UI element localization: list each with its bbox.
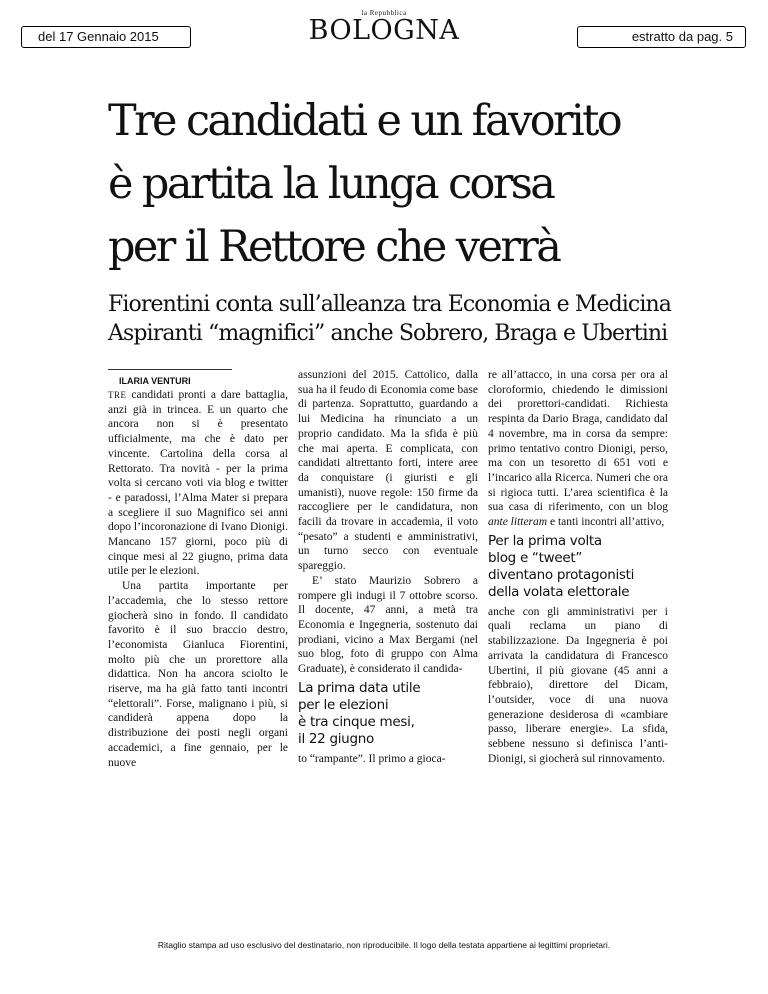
pull-quote-line: il 22 giugno — [298, 730, 374, 747]
page-reference: estratto da pag. 5 — [631, 29, 733, 44]
date-box — [21, 26, 191, 48]
publication-date: del 17 Gennaio 2015 — [38, 29, 159, 44]
pull-quote-line: Per la prima volta — [488, 532, 602, 549]
headline-line: Tre candidati e un favorito — [108, 96, 621, 146]
footer-disclaimer: Ritaglio stampa ad uso esclusivo del destinatario, non riproducibile. Il logo della testata appartiene ai legittimi proprietari. — [157, 940, 611, 950]
pull-quote-line: blog e “tweet” — [488, 549, 583, 566]
newspaper-logo — [300, 10, 468, 45]
pull-quote-line: La prima data utile — [298, 679, 421, 696]
page-reference-box — [577, 26, 746, 48]
paragraph: E’ stato Maurizio Sobrero a rompere gli indugi il 7 ottobre scorso. Il docente, 47 anni, a metà tra Economia e Ingegneria, sostenuto dai prodiani, vicino a Max Bergami (nel suo blog, foto di gruppo con Alma Graduate), è considerato il candida- — [298, 574, 478, 676]
paragraph — [488, 368, 668, 530]
paragraph-text: e tanti incontri all’attivo, — [547, 516, 665, 529]
author-byline: ILARIA VENTURI — [119, 376, 191, 386]
pull-quote-line: della volata elettorale — [488, 583, 630, 600]
pull-quote-line: diventano protagonisti — [488, 566, 635, 583]
logo-name: BOLOGNA — [308, 15, 460, 46]
paragraph: to “rampante”. Il primo a gioca- — [298, 752, 446, 765]
paragraph: Una partita importante per l’accademia, che lo stesso rettore giocherà sino in fondo. Il candidato favorito è il suo braccio destro, l’economista Gianluca Fiorentini, molto più che un prorettore alla didattica. Non ha ancora sciolto le riserve, ma ha già fatto tanti incontri “elettorali”. Forse, malignano i più, si candiderà appena dopo la distribuzione dei posti negli organi accademici, a fine gennaio, per le nuove — [108, 580, 288, 769]
logo-prefix: la Repubblica — [361, 9, 407, 17]
paragraph: anche con gli amministrativi per i quali reclama un piano di stabilizzazione. Da Ingegneria è poi arrivata la candidatura di Francesco Ubertini, il più giovane (45 anni a febbraio), direttore del Dicam, l’outsider, voce di una nuova generazione desiderosa di «cambiare passo, liberare energie». La sfida, sebbene nessuno si definisca l’anti-Dionigi, si giocherà sul rinnovamento. — [488, 605, 668, 765]
paragraph: assunzioni del 2015. Cattolico, dalla sua ha il feudo di Economia come base di partenza. Soprattutto, guardando a lui Medicina ha rinunciato a un proprio candidato. Ma la sfida è più che mai aperta. E complicata, con candidati altrettanto forti, intere aree da conquistare (i giuristi e gli umanisti), nuove regole: 150 firme da raccogliere per le candidatura, non facili da trovare in accademia, il voto “pesato” a studenti e amministrativi, un turno secco con eventuale spareggio. — [298, 369, 478, 573]
paragraph-text: re all’attacco, in una corsa per ora al cloroformio, chiedendo le dimissioni dei prorettori-candidati. Richiesta respinta da Dario Braga, candidato dal 4 novembre, ma in corsa da sempre: primo tentativo contro Dionigi, perso, ma con un tesoretto di 651 voti e l’incarico alla Ricerca. Numeri che ora si rigioca tutti. L’area scientifica è la sua casa di riferimento, con un blog — [488, 369, 668, 514]
subtitle-line: Aspiranti “magnifici” anche Sobrero, Braga e Ubertini — [108, 321, 668, 346]
lead-word: TRE — [108, 390, 127, 400]
pull-quote — [298, 680, 478, 748]
headline-line: è partita la lunga corsa — [108, 159, 554, 209]
headline-line: per il Rettore che verrà — [108, 222, 560, 272]
article-column-2 — [298, 368, 478, 766]
headline — [108, 90, 748, 279]
pull-quote-line: per le elezioni — [298, 696, 389, 713]
article-column-1 — [108, 388, 288, 770]
italic-phrase: ante litteram — [488, 516, 548, 529]
article-column-3 — [488, 368, 668, 766]
paragraph-text: candidati pronti a dare battaglia, anzi già in trincea. E un quarto che ancora non si è presentato ufficialmente, ma che è dato per vincente. Cartolina della corsa al Rettorato. Tra novità - per la prima volta si cercano voti via blog e twitter - e paradossi, l’Alma Mater si prepara a scegliere il suo Magnifico sei anni dopo l’incoronazione di Ivano Dionigi. Mancano 157 giorni, poco più di cinque mesi al 22 giugno, prima data utile per le elezioni. — [108, 389, 288, 578]
subtitle-line: Fiorentini conta sull’alleanza tra Economia e Medicina — [108, 292, 671, 317]
paragraph — [108, 388, 288, 579]
author-divider — [108, 369, 232, 370]
pull-quote — [488, 533, 668, 601]
subtitle — [108, 290, 748, 348]
pull-quote-line: è tra cinque mesi, — [298, 713, 415, 730]
